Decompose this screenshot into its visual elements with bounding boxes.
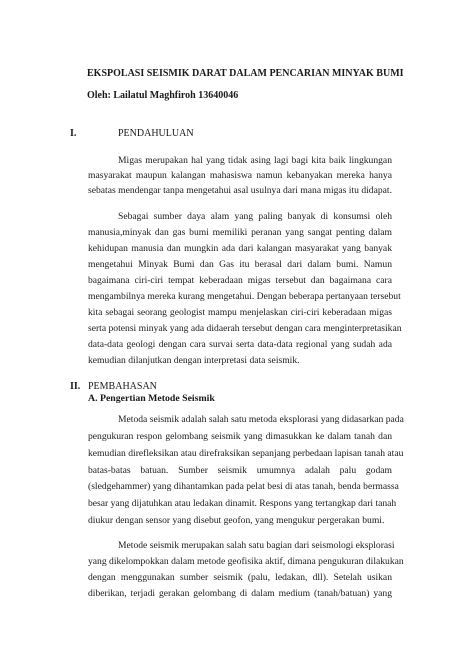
section-number-1: I. [70, 128, 77, 139]
paragraph-line: manusia,minyak dan gas bumi memiliki peranan yang sangat penting dalam [88, 227, 392, 238]
paragraph-line: data-data geologi dengan cara survai serta data-data regional yang sudah ada [88, 339, 392, 350]
paragraph-line: yang dikelompokkan dalam metode geofisika aktif, dimana pengukuran dilakukan [88, 556, 404, 567]
paragraph-line: masyarakat maupun kalangan mahasiswa namun kebanyakan mereka hanya [88, 170, 392, 181]
paragraph-line: (sledgehammer) yang dihantamkan pada pelat besi di atas tanah, benda bermassa [88, 481, 399, 492]
paragraph-line: kemudian direfleksikan atau direfraksikan sepanjang perbedaan lapisan tanah atau [88, 448, 404, 459]
paragraph-line: Migas merupakan hal yang tidak asing lagi bagi kita baik lingkungan [118, 155, 392, 166]
paragraph-line: batas-batas batuan. Sumber seismik umumnya adalah palu godam [88, 465, 392, 476]
paragraph-line: besar yang dijatuhkan atau ledakan dinamit. Respons yang tertangkap dari tanah [88, 498, 397, 509]
paragraph-line: kemudian dilanjutkan dengan interpretasi data seismik. [88, 355, 300, 366]
paragraph-line: Metode seismik merupakan salah satu bagian dari seismologi eksplorasi [118, 540, 395, 551]
paragraph-line: diukur dengan sensor yang disebut geofon, yang mengukur pergerakan bumi. [88, 515, 385, 526]
section-number-2: II. [70, 381, 81, 392]
paragraph-line: dengan menggunakan sumber seismik (palu, ledakan, dll). Setelah usikan [88, 572, 392, 583]
paragraph-line: pengukuran respon gelombang seismik yang dimasukkan ke dalam tanah dan [88, 431, 392, 442]
document-author: Oleh: Lailatul Maghfiroh 13640046 [87, 90, 239, 101]
paragraph-line: sebatas mendengar tanpa mengetahui asal usulnya dari mana migas itu didapat. [88, 185, 392, 196]
paragraph-line: Sebagai sumber daya alam yang paling banyak di konsumsi oleh [118, 211, 392, 222]
document-title: EKSPOLASI SEISMIK DARAT DALAM PENCARIAN MINYAK BUMI [87, 68, 404, 79]
paragraph-line: Metoda seismik adalah salah satu metoda eksplorasi yang didasarkan pada [118, 414, 404, 425]
subsection-heading: A. Pengertian Metode Seismik [88, 393, 215, 404]
paragraph-line: mengambilnya mereka kurang mengetahui. Dengan beberapa pertanyaan tersebut [88, 291, 401, 302]
section-heading-pembahasan: PEMBAHASAN [88, 381, 157, 392]
paragraph-line: bagaimana ciri-ciri tempat keberadaan migas tersebut dan bagaimana cara [88, 275, 392, 286]
paragraph-line: serta potensi minyak yang ada didaerah tersebut dengan cara menginterpretasikan [88, 323, 402, 334]
section-heading-pendahuluan: PENDAHULUAN [118, 128, 194, 139]
paragraph-line: kita sebagai seorang geologist mampu menjelaskan ciri-ciri keberadaan migas [88, 307, 392, 318]
paragraph-line: diberikan, terjadi gerakan gelombang di dalam medium (tanah/batuan) yang [88, 588, 392, 599]
paragraph-line: kehidupan manusia dan mungkin ada dari kalangan masyarakat yang banyak [88, 243, 392, 254]
paragraph-line: mengetahui Minyak Bumi dan Gas itu berasal dari dalam bumi. Namun [88, 259, 392, 270]
